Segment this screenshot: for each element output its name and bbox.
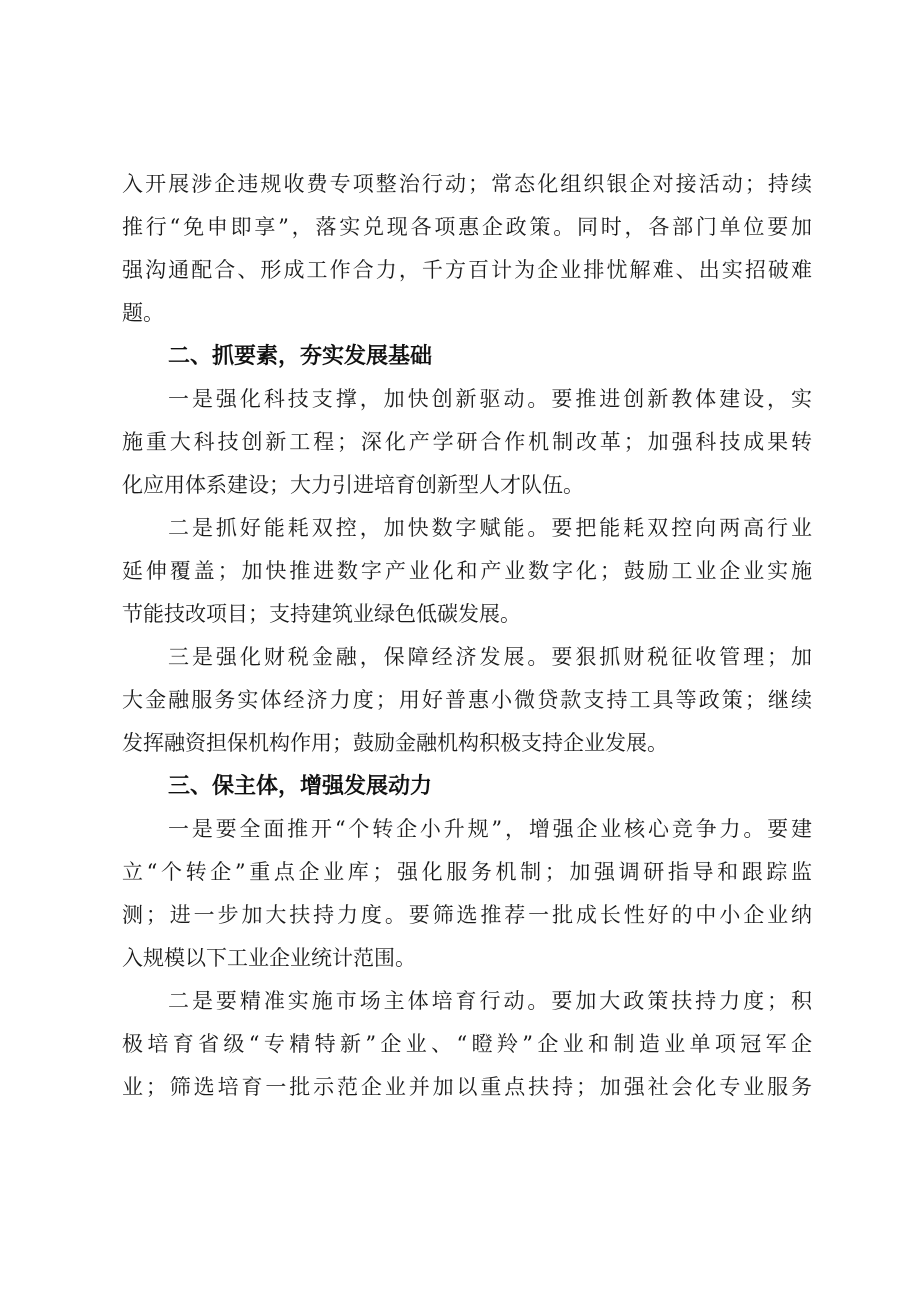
paragraph-line: 大金融服务实体经济力度；用好普惠小微贷款支持工具等政策；继续 bbox=[122, 688, 812, 712]
paragraph-line: 节能技改项目；支持建筑业绿色低碳发展。 bbox=[122, 602, 521, 626]
section-heading: 二、抓要素，夯实发展基础 bbox=[168, 344, 433, 369]
body-paragraph bbox=[122, 378, 812, 507]
paragraph-line: 二是抓好能耗双控，加快数字赋能。要把能耗双控向两高行业 bbox=[168, 516, 812, 540]
paragraph-line: 测；进一步加大扶持力度。要筛选推荐一批成长性好的中小企业纳 bbox=[122, 903, 812, 927]
document-body bbox=[122, 163, 812, 1109]
paragraph-line: 题。 bbox=[122, 301, 164, 325]
paragraph-line: 立“个转企”重点企业库；强化服务机制；加强调研指导和跟踪监 bbox=[122, 860, 812, 884]
paragraph-line: 二是要精准实施市场主体培育行动。要加大政策扶持力度；积 bbox=[168, 989, 812, 1013]
body-paragraph bbox=[122, 507, 812, 636]
section-heading: 三、保主体，增强发展动力 bbox=[168, 774, 433, 799]
paragraph-line: 一是强化科技支撑，加快创新驱动。要推进创新教体建设，实 bbox=[168, 387, 812, 411]
paragraph-line: 发挥融资担保机构作用；鼓励金融机构积极支持企业发展。 bbox=[122, 731, 668, 755]
body-paragraph bbox=[122, 980, 812, 1109]
paragraph-line: 推行“免申即享”，落实兑现各项惠企政策。同时，各部门单位要加 bbox=[122, 215, 812, 239]
paragraph-line: 极培育省级“专精特新”企业、“瞪羚”企业和制造业单项冠军企 bbox=[122, 1032, 812, 1056]
paragraph-line: 入规模以下工业企业统计范围。 bbox=[122, 946, 416, 970]
paragraph-line: 入开展涉企违规收费专项整治行动；常态化组织银企对接活动；持续 bbox=[122, 172, 812, 196]
paragraph-line: 化应用体系建设；大力引进培育创新型人才队伍。 bbox=[122, 473, 584, 497]
paragraph-line: 延伸覆盖；加快推进数字产业化和产业数字化；鼓励工业企业实施 bbox=[122, 559, 812, 583]
paragraph-line: 强沟通配合、形成工作合力，千方百计为企业排忧解难、出实招破难 bbox=[122, 258, 812, 282]
paragraph-line: 一是要全面推开“个转企小升规”，增强企业核心竞争力。要建 bbox=[168, 817, 812, 841]
body-paragraph bbox=[122, 636, 812, 765]
paragraph-line: 三是强化财税金融，保障经济发展。要狠抓财税征收管理；加 bbox=[168, 645, 812, 669]
paragraph-line: 业；筛选培育一批示范企业并加以重点扶持；加强社会化专业服务 bbox=[122, 1075, 812, 1099]
body-paragraph bbox=[122, 163, 812, 335]
paragraph-line: 施重大科技创新工程；深化产学研合作机制改革；加强科技成果转 bbox=[122, 430, 812, 454]
body-paragraph bbox=[122, 808, 812, 980]
